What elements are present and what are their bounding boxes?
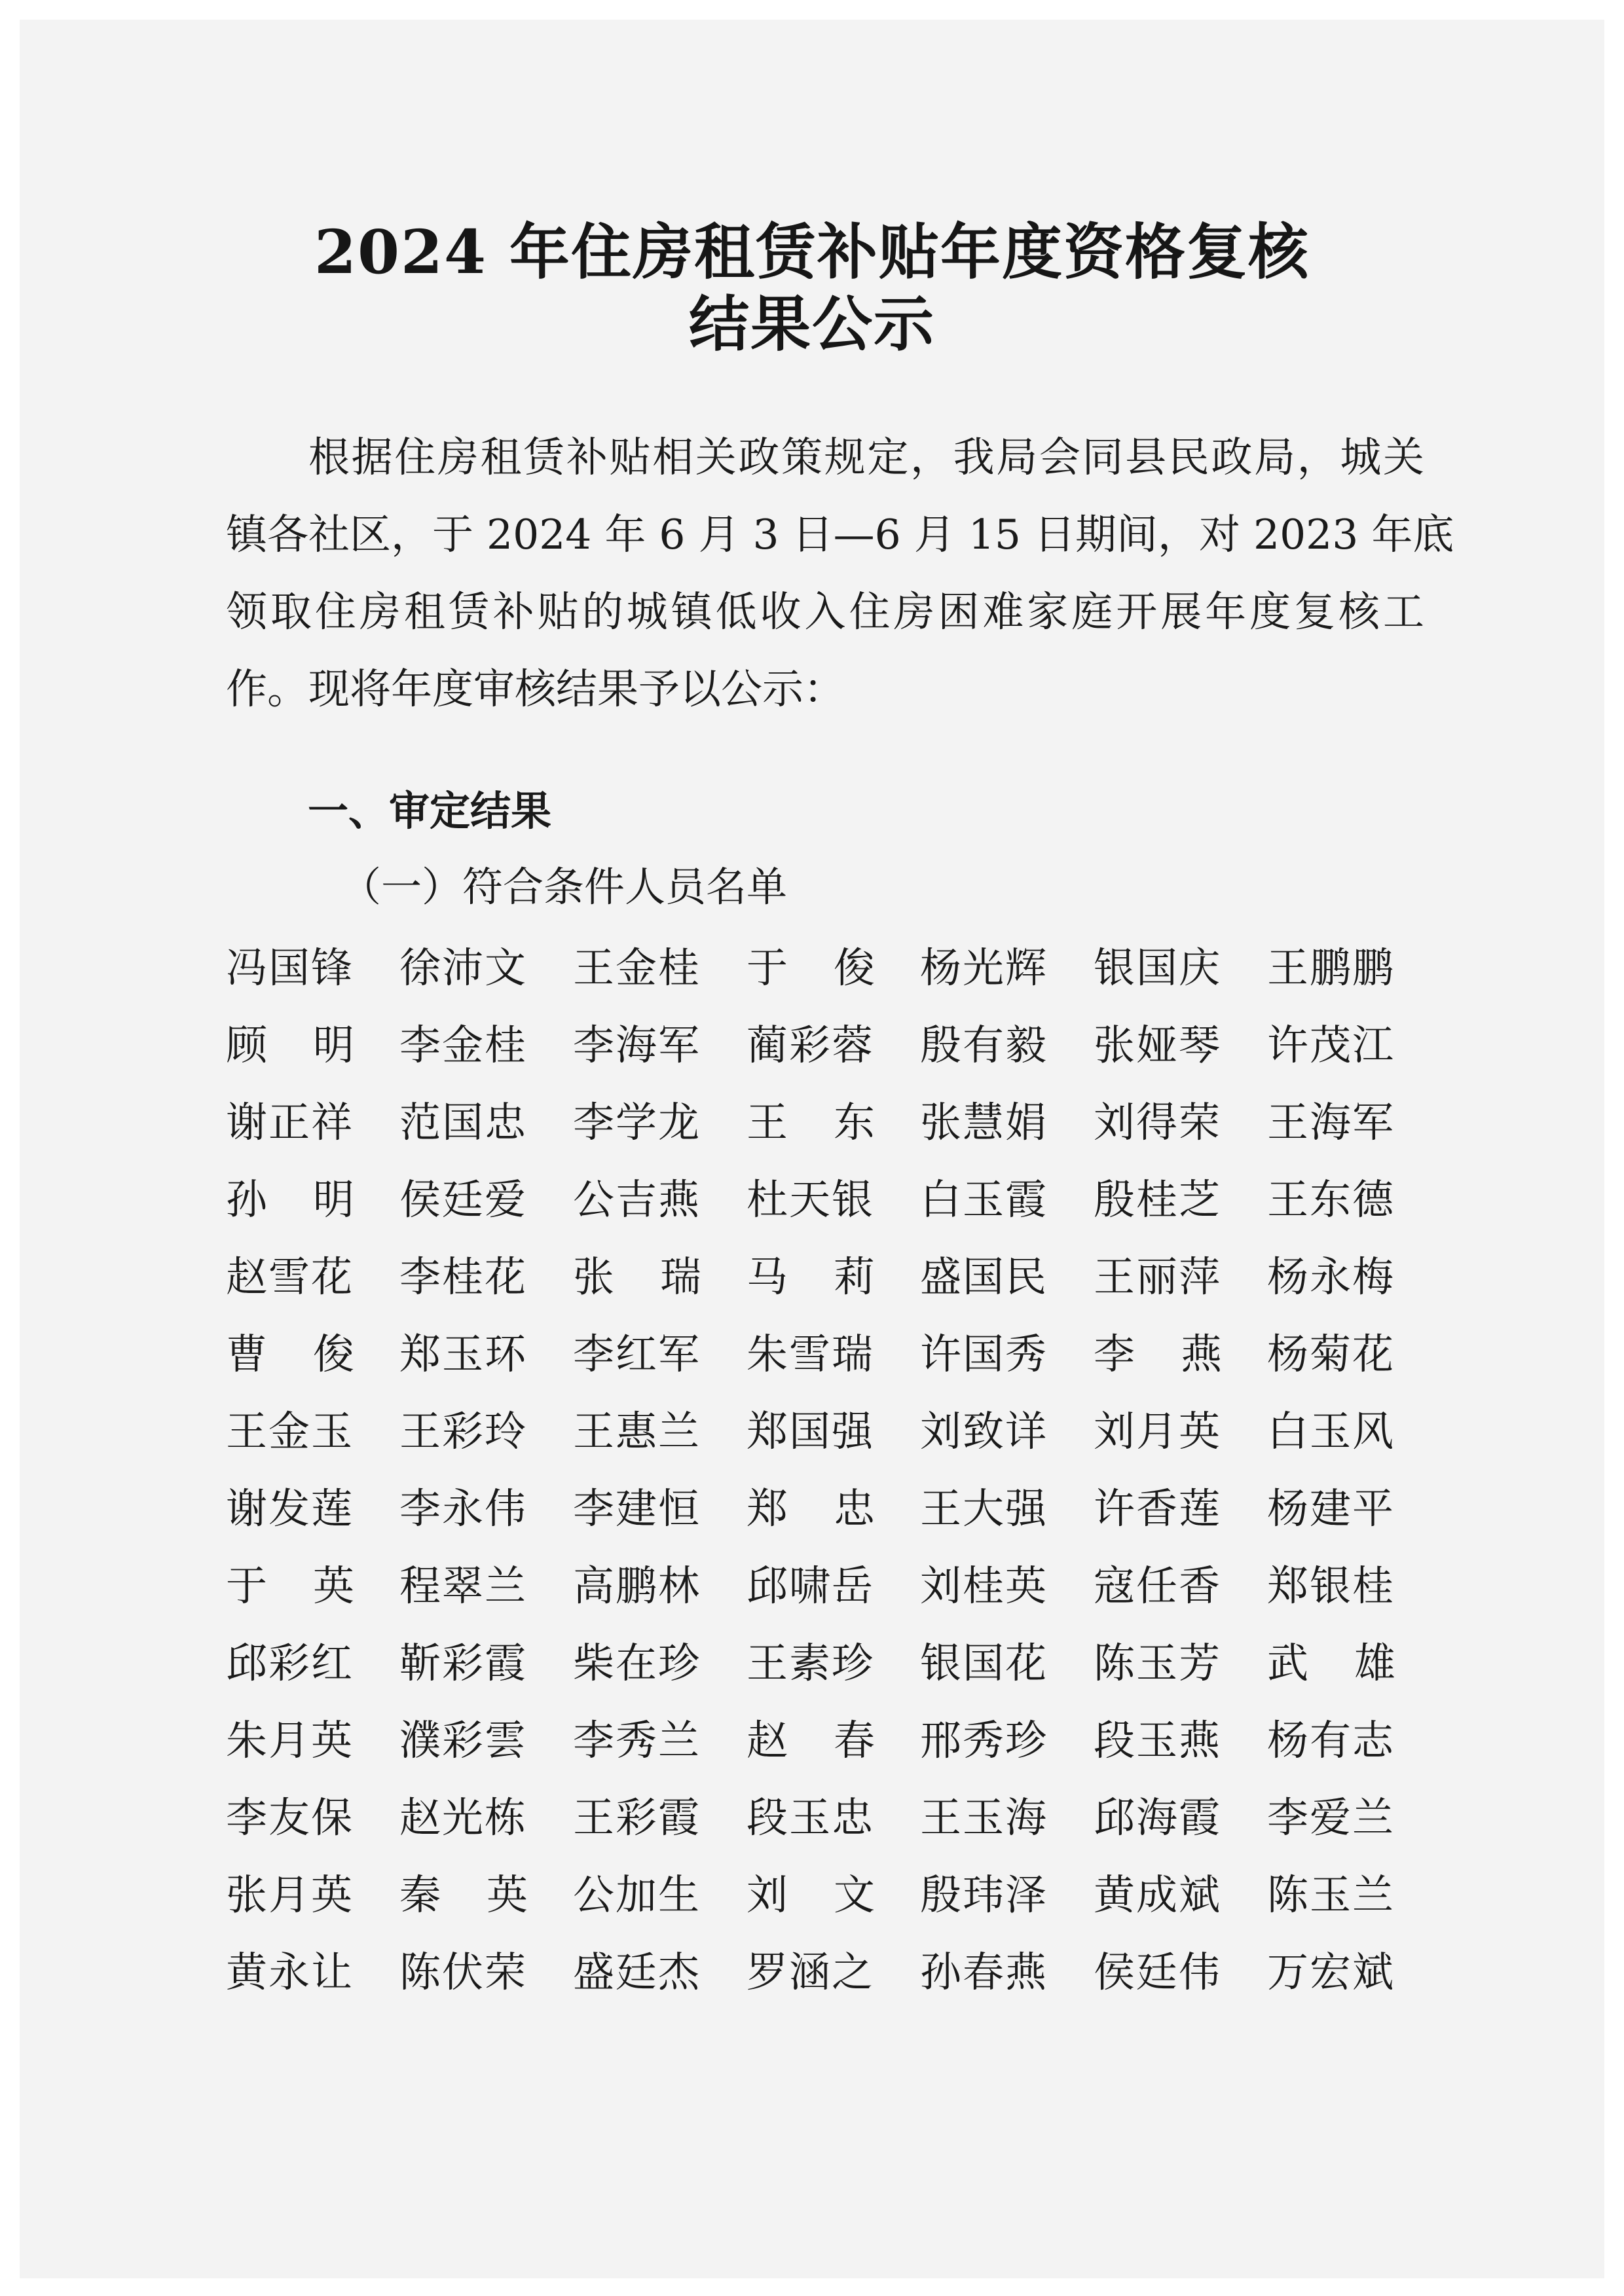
- name-cell: 武雄: [1267, 1639, 1441, 1687]
- name-cell: 公吉燕: [573, 1176, 701, 1224]
- name-cell: 李学龙: [573, 1099, 701, 1146]
- name-cell: 王彩霞: [573, 1794, 701, 1842]
- name-cell: 赵春: [747, 1717, 921, 1764]
- intro-line-1: 根据住房租赁补贴相关政策规定，我局会同县民政局，城关: [308, 433, 1424, 481]
- intro-paragraph: [226, 419, 1454, 728]
- name-cell: 王金玉: [226, 1408, 354, 1455]
- name-cell: 赵雪花: [226, 1253, 354, 1301]
- intro-line-3: 领取住房租赁补贴的城镇低收入住房困难家庭开展年度复核工: [226, 588, 1424, 636]
- name-cell: 王玉海: [920, 1794, 1048, 1842]
- name-cell: 徐沛文: [399, 944, 527, 992]
- name-cell: 朱雪瑞: [747, 1330, 874, 1378]
- name-cell: 王东德: [1267, 1176, 1395, 1224]
- name-cell: 程翠兰: [399, 1562, 527, 1610]
- name-cell: 邢秀珍: [920, 1717, 1048, 1764]
- name-cell: 朱月英: [226, 1717, 354, 1764]
- name-cell: 刘文: [747, 1871, 921, 1919]
- name-cell: 郑国强: [747, 1408, 874, 1455]
- name-cell: 马莉: [747, 1253, 921, 1301]
- name-cell: 刘桂英: [920, 1562, 1048, 1610]
- subsection-heading-eligible-list: （一）符合条件人员名单: [341, 863, 788, 911]
- name-cell: 刘月英: [1094, 1408, 1221, 1455]
- name-cell: 张娅琴: [1094, 1021, 1221, 1069]
- name-cell: 高鹏林: [573, 1562, 701, 1610]
- section-heading-results: 一、审定结果: [308, 787, 552, 835]
- name-cell: 孙春燕: [920, 1948, 1048, 1996]
- name-cell: 黄永让: [226, 1948, 354, 1996]
- name-cell: 侯廷伟: [1094, 1948, 1221, 1996]
- name-cell: 王素珍: [747, 1639, 874, 1687]
- name-cell: 秦英: [399, 1871, 574, 1919]
- name-cell: 殷有毅: [920, 1021, 1048, 1069]
- name-cell: 李海军: [573, 1021, 701, 1069]
- name-cell: 盛国民: [920, 1253, 1048, 1301]
- name-cell: 谢发莲: [226, 1485, 354, 1533]
- names-row: [226, 1702, 1424, 1779]
- name-cell: 王大强: [920, 1485, 1048, 1533]
- name-cell: 白玉霞: [920, 1176, 1048, 1224]
- name-cell: 于俊: [747, 944, 921, 992]
- name-cell: 刘得荣: [1094, 1099, 1221, 1146]
- name-cell: 柴在珍: [573, 1639, 701, 1687]
- name-cell: 李金桂: [399, 1021, 527, 1069]
- name-cell: 黄成斌: [1094, 1871, 1221, 1919]
- name-cell: 刘致详: [920, 1408, 1048, 1455]
- name-cell: 李建恒: [573, 1485, 701, 1533]
- name-cell: 王惠兰: [573, 1408, 701, 1455]
- document-title-line-2: 结果公示: [688, 289, 935, 359]
- name-cell: 殷桂芝: [1094, 1176, 1221, 1224]
- intro-line-2: 镇各社区，于 2024 年 6 月 3 日—6 月 15 日期间，对 2023 年底: [226, 511, 1454, 558]
- names-row: [226, 1316, 1424, 1393]
- name-cell: 郑玉环: [399, 1330, 527, 1378]
- name-cell: 白玉风: [1267, 1408, 1395, 1455]
- name-cell: 王鹏鹏: [1267, 944, 1395, 992]
- name-cell: 李友保: [226, 1794, 354, 1842]
- name-cell: 杨光辉: [920, 944, 1048, 992]
- name-cell: 孙明: [226, 1176, 400, 1224]
- name-cell: 王丽萍: [1094, 1253, 1221, 1301]
- name-cell: 段玉忠: [747, 1794, 874, 1842]
- name-cell: 靳彩霞: [399, 1639, 527, 1687]
- name-cell: 殷玮泽: [920, 1871, 1048, 1919]
- name-cell: 陈玉兰: [1267, 1871, 1395, 1919]
- name-cell: 银国花: [920, 1639, 1048, 1687]
- name-cell: 罗涵之: [747, 1948, 874, 1996]
- name-cell: 杨菊花: [1267, 1330, 1395, 1378]
- name-cell: 赵光栋: [399, 1794, 527, 1842]
- name-cell: 万宏斌: [1267, 1948, 1395, 1996]
- names-row: [226, 1625, 1441, 1702]
- name-cell: 李爱兰: [1267, 1794, 1395, 1842]
- eligible-names-grid: [226, 930, 1441, 2011]
- name-cell: 王金桂: [573, 944, 701, 992]
- name-cell: 张瑞: [573, 1253, 747, 1301]
- name-cell: 杜天银: [747, 1176, 874, 1224]
- intro-line-4: 作。现将年度审核结果予以公示：: [226, 665, 845, 713]
- name-cell: 张月英: [226, 1871, 354, 1919]
- name-cell: 杨永梅: [1267, 1253, 1395, 1301]
- name-cell: 杨有志: [1267, 1717, 1395, 1764]
- name-cell: 许茂江: [1267, 1021, 1395, 1069]
- names-row: [226, 1393, 1424, 1470]
- name-cell: 冯国锋: [226, 944, 354, 992]
- name-cell: 寇任香: [1094, 1562, 1221, 1610]
- names-row: [226, 1934, 1424, 2011]
- name-cell: 盛廷杰: [573, 1948, 701, 1996]
- name-cell: 谢正祥: [226, 1099, 354, 1146]
- name-cell: 顾明: [226, 1021, 400, 1069]
- name-cell: 李红军: [573, 1330, 701, 1378]
- name-cell: 蔺彩蓉: [747, 1021, 874, 1069]
- name-cell: 濮彩雲: [399, 1717, 527, 1764]
- name-cell: 银国庆: [1094, 944, 1221, 992]
- document-title-line-1: 2024 年住房租赁补贴年度资格复核: [314, 217, 1310, 287]
- name-cell: 陈伏荣: [399, 1948, 527, 1996]
- name-cell: 李桂花: [399, 1253, 527, 1301]
- name-cell: 曹俊: [226, 1330, 400, 1378]
- name-cell: 侯廷爱: [399, 1176, 527, 1224]
- names-row: [226, 1007, 1424, 1084]
- name-cell: 李永伟: [399, 1485, 527, 1533]
- names-row: [226, 1857, 1424, 1934]
- name-cell: 许香莲: [1094, 1485, 1221, 1533]
- name-cell: 杨建平: [1267, 1485, 1395, 1533]
- name-cell: 邱彩红: [226, 1639, 354, 1687]
- name-cell: 范国忠: [399, 1099, 527, 1146]
- names-row: [226, 1084, 1424, 1161]
- names-row: [226, 1161, 1424, 1239]
- name-cell: 郑忠: [747, 1485, 921, 1533]
- name-cell: 王彩玲: [399, 1408, 527, 1455]
- name-cell: 邱海霞: [1094, 1794, 1221, 1842]
- names-row: [226, 1779, 1424, 1857]
- name-cell: 郑银桂: [1267, 1562, 1395, 1610]
- name-cell: 于英: [226, 1562, 400, 1610]
- names-row: [226, 1239, 1424, 1316]
- name-cell: 李燕: [1094, 1330, 1268, 1378]
- name-cell: 王东: [747, 1099, 921, 1146]
- name-cell: 邱啸岳: [747, 1562, 874, 1610]
- name-cell: 许国秀: [920, 1330, 1048, 1378]
- names-row: [226, 930, 1424, 1007]
- names-row: [226, 1548, 1424, 1625]
- names-row: [226, 1470, 1424, 1548]
- name-cell: 李秀兰: [573, 1717, 701, 1764]
- name-cell: 陈玉芳: [1094, 1639, 1221, 1687]
- name-cell: 张慧娟: [920, 1099, 1048, 1146]
- name-cell: 王海军: [1267, 1099, 1395, 1146]
- name-cell: 段玉燕: [1094, 1717, 1221, 1764]
- name-cell: 公加生: [573, 1871, 701, 1919]
